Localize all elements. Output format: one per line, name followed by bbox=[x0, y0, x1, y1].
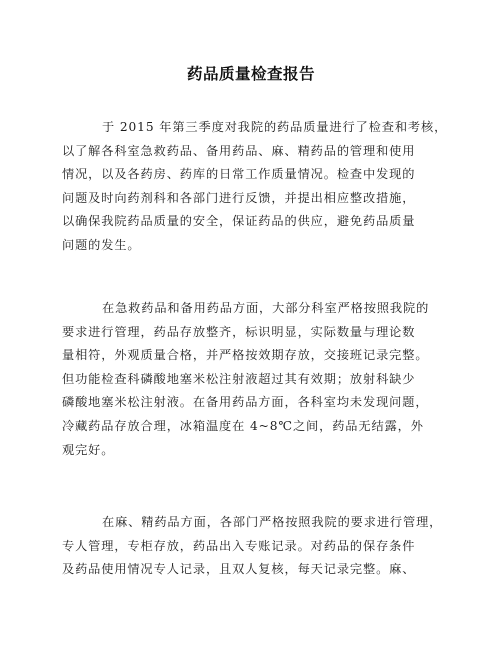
paragraph-line: 以了解各科室急救药品、备用药品、麻、精药品的管理和使用 bbox=[62, 143, 416, 158]
paragraph-line: 于 2015 年第三季度对我院的药品质量进行了检查和考核， bbox=[102, 120, 448, 134]
paragraph-1 bbox=[62, 116, 452, 258]
paragraph-line: 但功能检查科磷酸地塞米松注射液超过其有效期；放射科缺少 bbox=[62, 371, 416, 386]
paragraph-3 bbox=[62, 511, 452, 582]
paragraph-line: 问题的发生。 bbox=[62, 237, 141, 252]
paragraph-line: 专人管理，专柜存放，药品出入专账记录。对药品的保存条件 bbox=[62, 538, 416, 553]
paragraph-line: 观完好。 bbox=[62, 442, 115, 457]
document-title: 药品质量检查报告 bbox=[186, 65, 315, 83]
paragraph-line: 冷藏药品存放合理，冰箱温度在 4~8℃之间，药品无结露，外 bbox=[62, 418, 424, 433]
paragraph-line: 要求进行管理，药品存放整齐，标识明显，实际数量与理论数 bbox=[62, 324, 416, 339]
paragraph-line: 以确保我院药品质量的安全，保证药品的供应，避免药品质量 bbox=[62, 214, 416, 229]
paragraph-2 bbox=[62, 297, 452, 462]
paragraph-line: 在急救药品和备用药品方面，大部分科室严格按照我院的 bbox=[102, 301, 430, 315]
paragraph-line: 情况，以及各药房、药库的日常工作质量情况。检查中发现的 bbox=[62, 167, 416, 182]
paragraph-line: 磷酸地塞米松注射液。在备用药品方面，各科室均未发现问题， bbox=[62, 395, 429, 410]
paragraph-line: 问题及时向药剂科和各部门进行反馈，并提出相应整改措施， bbox=[62, 190, 416, 205]
paragraph-line: 及药品使用情况专人记录，且双人复核，每天记录完整。麻、 bbox=[62, 562, 416, 577]
paragraph-line: 量相符，外观质量合格，并严格按效期存放，交接班记录完整。 bbox=[62, 348, 429, 363]
paragraph-line: 在麻、精药品方面，各部门严格按照我院的要求进行管理， bbox=[102, 515, 443, 529]
